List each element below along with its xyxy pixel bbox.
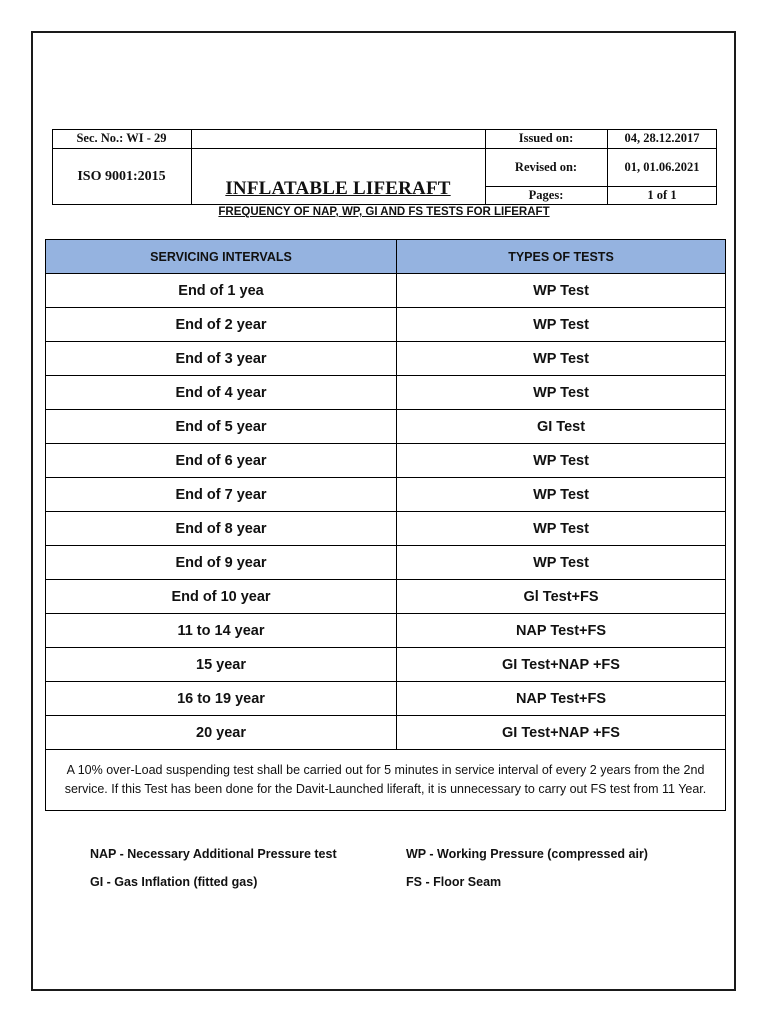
issued-label: Issued on: — [518, 131, 574, 145]
table-row — [46, 512, 726, 546]
revised-value: 01, 01.06.2021 — [624, 159, 700, 174]
legend-wp: WP - Working Pressure (compressed air) — [406, 847, 648, 861]
test-cell: GI Test+NAP +FS — [397, 648, 726, 682]
test-cell: GI Test — [397, 410, 726, 444]
interval-cell: End of 8 year — [46, 512, 397, 546]
table-row — [46, 308, 726, 342]
table-header-row — [46, 240, 726, 274]
revised-label: Revised on: — [514, 159, 578, 174]
test-frequency-table — [45, 239, 726, 811]
section-number: Sec. No.: WI - 29 — [76, 131, 167, 145]
legend-gi: GI - Gas Inflation (fitted gas) — [90, 875, 258, 889]
test-cell: WP Test — [397, 376, 726, 410]
table-row — [46, 410, 726, 444]
test-cell: WP Test — [397, 444, 726, 478]
issued-value: 04, 28.12.2017 — [624, 131, 700, 145]
pages-value: 1 of 1 — [647, 188, 677, 202]
interval-cell: End of 5 year — [46, 410, 397, 444]
test-cell: WP Test — [397, 512, 726, 546]
test-cell: WP Test — [397, 274, 726, 308]
interval-cell: 16 to 19 year — [46, 682, 397, 716]
legend-fs: FS - Floor Seam — [406, 875, 502, 889]
interval-cell: End of 3 year — [46, 342, 397, 376]
document-subtitle: FREQUENCY OF NAP, WP, GI AND FS TESTS FOR LIFERAFT — [218, 206, 550, 218]
interval-cell: End of 4 year — [46, 376, 397, 410]
table-row — [46, 376, 726, 410]
iso-standard: ISO 9001:2015 — [77, 168, 166, 184]
table-row — [46, 614, 726, 648]
column-header-tests: TYPES OF TESTS — [397, 240, 726, 274]
test-cell: NAP Test+FS — [397, 682, 726, 716]
test-cell: WP Test — [397, 546, 726, 580]
table-row — [46, 478, 726, 512]
table-row — [46, 580, 726, 614]
test-cell: WP Test — [397, 478, 726, 512]
interval-cell: End of 1 yea — [46, 274, 397, 308]
legend-nap: NAP - Necessary Additional Pressure test — [90, 847, 337, 861]
interval-cell: End of 6 year — [46, 444, 397, 478]
test-cell: GI Test+NAP +FS — [397, 716, 726, 750]
interval-cell: 15 year — [46, 648, 397, 682]
column-header-intervals: SERVICING INTERVALS — [46, 240, 397, 274]
test-cell: NAP Test+FS — [397, 614, 726, 648]
interval-cell: 11 to 14 year — [46, 614, 397, 648]
table-row — [46, 444, 726, 478]
test-cell: WP Test — [397, 308, 726, 342]
table-row — [46, 648, 726, 682]
interval-cell: End of 7 year — [46, 478, 397, 512]
load-test-note: A 10% over-Load suspending test shall be carried out for 5 minutes in service interval of every 2 years from the 2nd service. If this Test has been done for the Davit-Launched liferaft, it is unnecessary to carry out FS test from 11 Year. — [46, 750, 726, 811]
interval-cell: End of 10 year — [46, 580, 397, 614]
table-row — [46, 682, 726, 716]
test-cell: WP Test — [397, 342, 726, 376]
table-row — [46, 342, 726, 376]
table-row — [46, 716, 726, 750]
interval-cell: 20 year — [46, 716, 397, 750]
interval-cell: End of 9 year — [46, 546, 397, 580]
note-row — [46, 750, 726, 811]
table-row — [46, 274, 726, 308]
interval-cell: End of 2 year — [46, 308, 397, 342]
test-cell: Gl Test+FS — [397, 580, 726, 614]
table-row — [46, 546, 726, 580]
document-title: INFLATABLE LIFERAFT — [225, 178, 451, 199]
pages-label: Pages: — [528, 188, 564, 202]
